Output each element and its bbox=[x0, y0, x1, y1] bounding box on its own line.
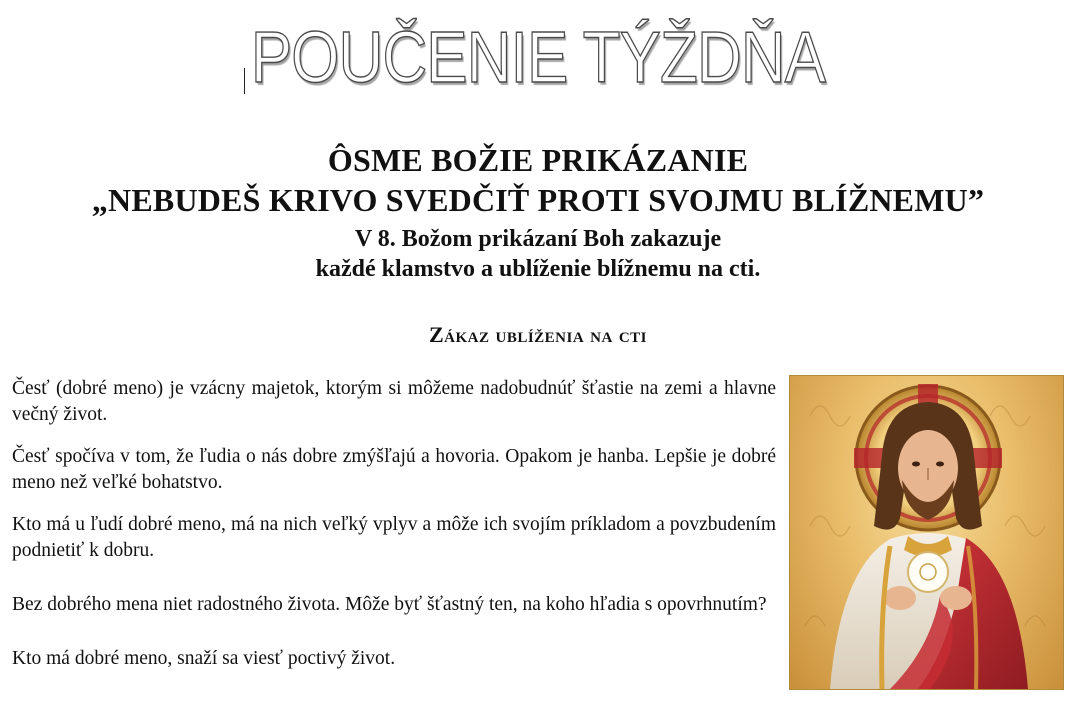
subtitle-block bbox=[0, 224, 1076, 284]
section-title: Zákaz ublíženia na cti bbox=[428, 322, 648, 347]
body-text bbox=[12, 376, 776, 672]
commandment-title: ÔSME BOŽIE PRIKÁZANIE bbox=[327, 142, 749, 178]
commandment-quote: „NEBUDEŠ KRIVO SVEDČIŤ PROTI SVOJMU BLÍŽNEMU” bbox=[91, 182, 985, 218]
heading-block bbox=[0, 140, 1076, 284]
paragraph: Kto má u ľudí dobré meno, má na nich veľký vplyv a môže ich svojím príkladom a povzbudením podnietiť k dobru. bbox=[12, 514, 776, 561]
subtitle-line-1: V 8. Božom prikázaní Boh zakazuje bbox=[354, 226, 722, 252]
paragraph: Bez dobrého mena niet radostného života. Môže byť šťastný ten, na koho hľadia s opovrhnutím? bbox=[12, 594, 767, 615]
paragraph: Česť (dobré meno) je vzácny majetok, ktorým si môžeme nadobudnúť šťastie na zemi a hlavne večný život. bbox=[12, 378, 776, 425]
jesus-figure-illustration bbox=[790, 376, 1063, 689]
paragraph: Česť spočíva v tom, že ľudia o nás dobre zmýšľajú a hovoria. Opakom je hanba. Lepšie je dobré meno než veľké bohatstvo. bbox=[12, 446, 776, 493]
subtitle-line-2: každé klamstvo a ublíženie blížnemu na cti. bbox=[315, 256, 761, 282]
holy-image bbox=[789, 375, 1064, 690]
paragraph: Kto má dobré meno, snaží sa viesť poctivý život. bbox=[12, 648, 396, 669]
banner-title: POUČENIE TÝŽDŇA bbox=[250, 18, 826, 98]
